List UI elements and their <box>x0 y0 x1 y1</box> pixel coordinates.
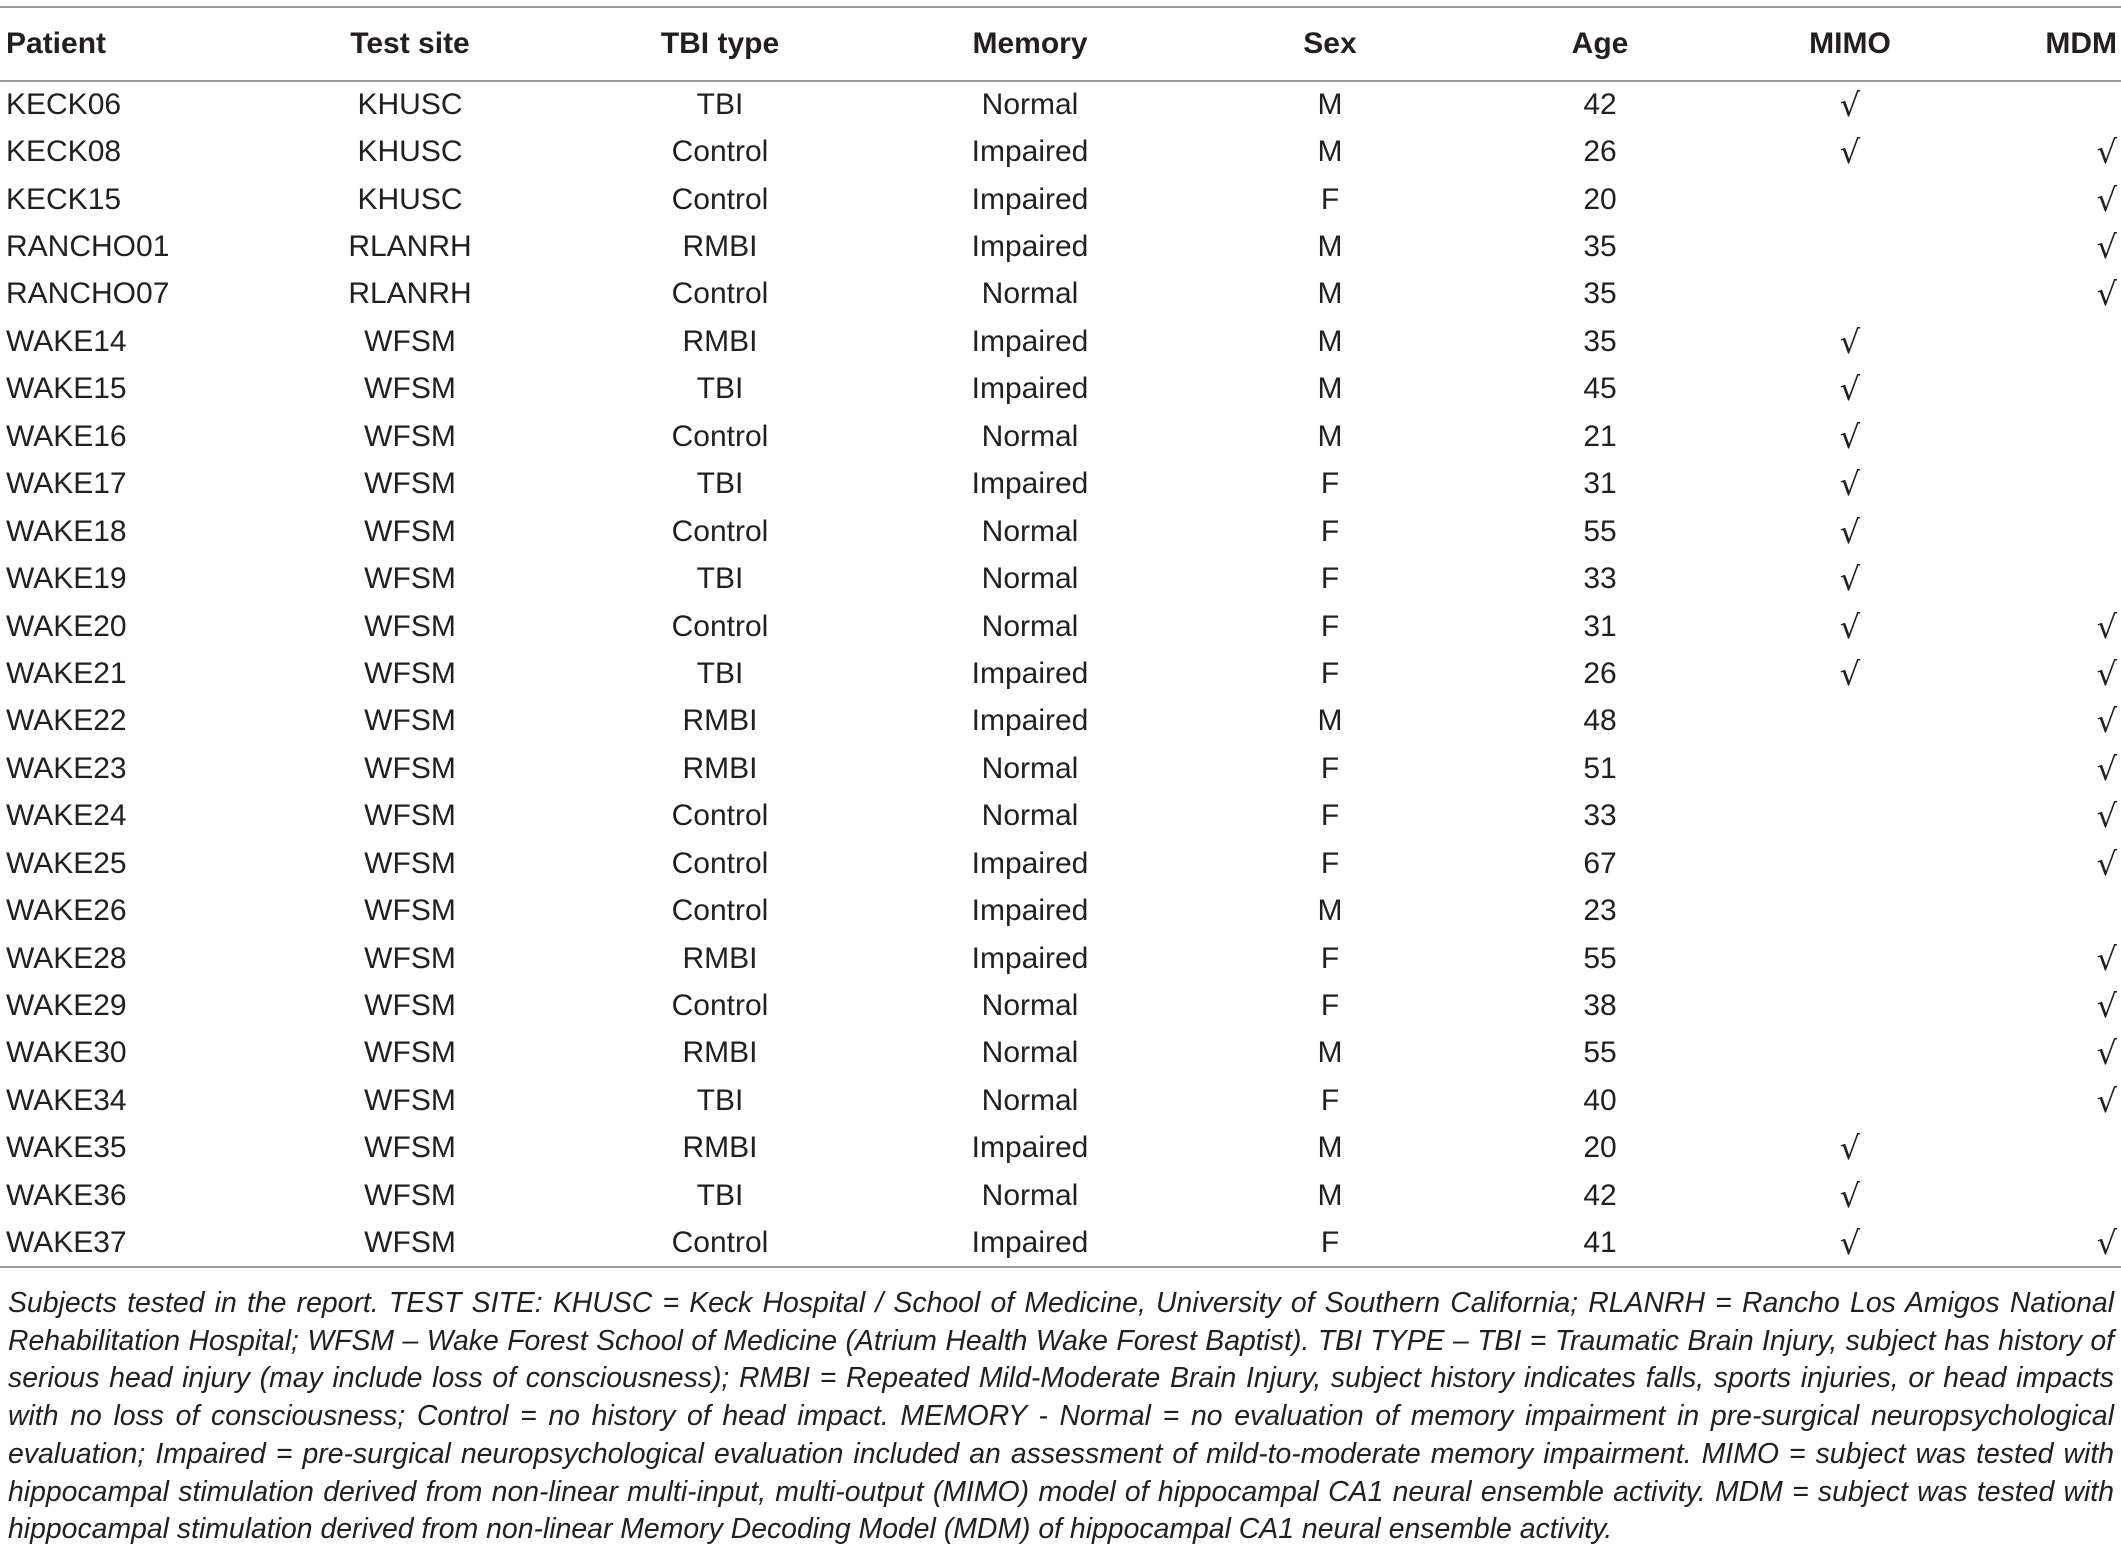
cell-tbi-type: TBI <box>696 88 744 122</box>
table-row <box>0 1030 2121 1077</box>
cell-sex: M <box>1317 88 1343 122</box>
cell-mdm-check <box>1980 555 2121 602</box>
cell-mdm-check <box>1980 1172 2121 1219</box>
cell-mdm-check <box>1980 508 2121 555</box>
cell-mdm-check: √ <box>2096 275 2117 314</box>
cell-tbi-type: Control <box>671 894 769 928</box>
cell-memory: Normal <box>981 989 1079 1023</box>
cell-sex: M <box>1317 372 1343 406</box>
cell-memory: Impaired <box>971 1131 1089 1165</box>
cell-patient: WAKE35 <box>6 1131 127 1165</box>
cell-mdm-check: √ <box>2096 797 2117 836</box>
cell-patient: WAKE30 <box>6 1036 127 1070</box>
cell-sex: F <box>1320 751 1340 785</box>
table-row <box>0 128 2121 175</box>
table-row <box>0 366 2121 413</box>
cell-mdm-check <box>1980 366 2121 413</box>
cell-patient: WAKE29 <box>6 989 127 1023</box>
cell-mdm-check: √ <box>2096 1081 2117 1120</box>
cell-test-site: WFSM <box>364 846 456 880</box>
cell-sex: F <box>1320 799 1340 833</box>
cell-age: 20 <box>1583 1131 1617 1165</box>
cell-tbi-type: Control <box>671 609 769 643</box>
cell-test-site: WFSM <box>364 894 456 928</box>
cell-patient: KECK15 <box>6 182 122 216</box>
cell-patient: WAKE28 <box>6 941 127 975</box>
cell-mimo-check <box>1720 176 1980 223</box>
cell-patient: WAKE19 <box>6 562 127 596</box>
cell-tbi-type: Control <box>671 419 769 453</box>
cell-sex: F <box>1320 989 1340 1023</box>
cell-memory: Normal <box>981 1083 1079 1117</box>
cell-age: 20 <box>1583 182 1617 216</box>
cell-tbi-type: RMBI <box>682 230 758 264</box>
cell-mimo-check: √ <box>1839 654 1861 693</box>
header-test-site: Test site <box>260 7 560 81</box>
cell-sex: M <box>1317 230 1343 264</box>
cell-mdm-check <box>1980 413 2121 460</box>
cell-mimo-check: √ <box>1839 133 1861 172</box>
subjects-table-container <box>0 6 2121 1268</box>
table-caption: Subjects tested in the report. TEST SITE: KHUSC = Keck Hospital / School of Medicine, University of Southern California; RLANRH = Rancho Los Amigos National Rehabilitation Hospital; WFSM – Wake Forest School of Medicine (Atrium Health Wake Forest Baptist). TBI TYPE – TBI = Traumatic Brain Injury, subject has history of serious head injury (may include loss of consciousness); RMBI = Repeated Mild-Moderate Brain Injury, subject history indicates falls, sports injuries, or head impacts with no loss of consciousness; Control = no history of head impact. MEMORY - Normal = no evaluation of memory impairment in pre-surgical neuropsychological evaluation; Impaired = pre-surgical neuropsychological evaluation included an assessment of mild-to-moderate memory impairment. MIMO = subject was tested with hippocampal stimulation derived from non-linear multi-input, multi-output (MIMO) model of hippocampal CA1 neural ensemble activity. MDM = subject was tested with hippocampal stimulation derived from non-linear Memory Decoding Model (MDM) of hippocampal CA1 neural ensemble activity. <box>8 1287 2114 1546</box>
cell-patient: WAKE37 <box>0 1220 260 1267</box>
cell-memory: Normal <box>981 799 1079 833</box>
table-row <box>0 1172 2121 1219</box>
cell-sex: F <box>1320 656 1340 690</box>
cell-memory: Normal <box>981 514 1079 548</box>
cell-tbi-type: TBI <box>696 562 744 596</box>
cell-test-site: WFSM <box>364 1131 456 1165</box>
cell-sex: M <box>1317 324 1343 358</box>
cell-sex: M <box>1317 1178 1343 1212</box>
cell-age: 67 <box>1583 846 1617 880</box>
cell-patient: WAKE20 <box>6 609 127 643</box>
cell-test-site: WFSM <box>364 467 456 501</box>
cell-mdm-check: √ <box>1980 1220 2121 1267</box>
cell-mimo-check: √ <box>1839 370 1861 409</box>
cell-memory: Impaired <box>971 372 1089 406</box>
cell-age: 31 <box>1583 467 1617 501</box>
cell-patient: WAKE25 <box>6 846 127 880</box>
cell-tbi-type: Control <box>671 277 769 311</box>
cell-memory: Normal <box>981 277 1079 311</box>
cell-patient: WAKE26 <box>6 894 127 928</box>
table-body <box>0 81 2121 1267</box>
cell-age: 31 <box>1583 609 1617 643</box>
cell-patient: WAKE15 <box>6 372 127 406</box>
cell-sex: M <box>1317 419 1343 453</box>
cell-age: 35 <box>1583 277 1617 311</box>
table-header-row <box>0 7 2121 81</box>
cell-tbi-type: RMBI <box>682 751 758 785</box>
cell-memory: Impaired <box>971 230 1089 264</box>
header-sex: Sex <box>1180 7 1480 81</box>
cell-test-site: WFSM <box>364 419 456 453</box>
cell-mimo-check: √ <box>1839 560 1861 599</box>
cell-mdm-check <box>1980 1125 2121 1172</box>
header-tbi-type: TBI type <box>560 7 880 81</box>
cell-tbi-type: TBI <box>696 656 744 690</box>
cell-test-site: WFSM <box>364 324 456 358</box>
cell-mimo-check <box>1720 745 1980 792</box>
cell-memory: Impaired <box>971 182 1089 216</box>
cell-sex: F <box>1320 846 1340 880</box>
cell-mdm-check: √ <box>2096 987 2117 1026</box>
cell-mimo-check <box>1720 271 1980 318</box>
cell-sex: M <box>1317 277 1343 311</box>
subjects-table <box>0 6 2121 1268</box>
cell-sex: F <box>1320 182 1340 216</box>
cell-memory: Normal <box>981 1178 1079 1212</box>
table-row <box>0 982 2121 1029</box>
cell-test-site: WFSM <box>364 1083 456 1117</box>
cell-sex: M <box>1317 704 1343 738</box>
cell-patient: WAKE36 <box>6 1178 127 1212</box>
cell-test-site: WFSM <box>364 941 456 975</box>
cell-patient: WAKE24 <box>6 799 127 833</box>
cell-mimo-check <box>1720 698 1980 745</box>
cell-test-site: WFSM <box>364 656 456 690</box>
cell-test-site: WFSM <box>364 372 456 406</box>
cell-mdm-check: √ <box>2096 844 2117 883</box>
table-row <box>0 793 2121 840</box>
cell-age: 26 <box>1583 656 1617 690</box>
table-row <box>0 461 2121 508</box>
cell-mdm-check: √ <box>2096 228 2117 267</box>
cell-tbi-type: Control <box>671 846 769 880</box>
table-row <box>0 1077 2121 1124</box>
table-row <box>0 508 2121 555</box>
cell-age: 42 <box>1583 1178 1617 1212</box>
cell-sex: F <box>1320 514 1340 548</box>
cell-age: 35 <box>1583 324 1617 358</box>
cell-test-site: WFSM <box>364 799 456 833</box>
cell-tbi-type: Control <box>671 799 769 833</box>
table-row <box>0 176 2121 223</box>
cell-sex: M <box>1317 894 1343 928</box>
cell-patient: WAKE22 <box>6 704 127 738</box>
cell-memory: Impaired <box>971 656 1089 690</box>
cell-memory: Normal <box>981 419 1079 453</box>
cell-tbi-type: Control <box>560 1220 880 1267</box>
cell-mimo-check <box>1720 887 1980 934</box>
cell-test-site: WFSM <box>364 1036 456 1070</box>
cell-tbi-type: TBI <box>696 467 744 501</box>
cell-mimo-check <box>1720 1077 1980 1124</box>
cell-patient: RANCHO01 <box>6 230 170 264</box>
cell-mdm-check <box>1980 318 2121 365</box>
cell-memory: Normal <box>981 1036 1079 1070</box>
cell-mimo-check: √ <box>1839 512 1861 551</box>
table-row <box>0 603 2121 650</box>
cell-tbi-type: RMBI <box>682 1036 758 1070</box>
cell-mimo-check <box>1720 1030 1980 1077</box>
cell-memory: Normal <box>981 88 1079 122</box>
cell-mdm-check: √ <box>2096 133 2117 172</box>
cell-sex: F <box>1320 467 1340 501</box>
table-row <box>0 650 2121 697</box>
cell-test-site: WFSM <box>364 751 456 785</box>
cell-sex: F <box>1320 562 1340 596</box>
cell-age: 38 <box>1583 989 1617 1023</box>
cell-test-site: WFSM <box>364 704 456 738</box>
cell-memory: Impaired <box>971 894 1089 928</box>
cell-mdm-check: √ <box>2096 1034 2117 1073</box>
table-row <box>0 698 2121 745</box>
table-row <box>0 1220 2121 1267</box>
cell-patient: KECK06 <box>6 88 122 122</box>
cell-test-site: WFSM <box>364 514 456 548</box>
cell-patient: WAKE17 <box>6 467 127 501</box>
cell-age: 35 <box>1583 230 1617 264</box>
cell-sex: F <box>1320 609 1340 643</box>
cell-mimo-check <box>1720 982 1980 1029</box>
cell-mimo-check: √ <box>1839 1176 1861 1215</box>
cell-patient: WAKE23 <box>6 751 127 785</box>
table-row <box>0 318 2121 365</box>
cell-mimo-check: √ <box>1839 322 1861 361</box>
cell-mdm-check: √ <box>2096 654 2117 693</box>
cell-age: 41 <box>1480 1220 1720 1267</box>
table-row <box>0 223 2121 270</box>
cell-patient: WAKE34 <box>6 1083 127 1117</box>
cell-tbi-type: Control <box>671 989 769 1023</box>
cell-age: 21 <box>1583 419 1617 453</box>
cell-sex: M <box>1317 1131 1343 1165</box>
cell-test-site: KHUSC <box>357 182 463 216</box>
cell-memory: Impaired <box>971 941 1089 975</box>
cell-tbi-type: Control <box>671 135 769 169</box>
cell-age: 48 <box>1583 704 1617 738</box>
cell-mdm-check <box>1980 81 2121 128</box>
cell-tbi-type: RMBI <box>682 1131 758 1165</box>
cell-mimo-check: √ <box>1839 607 1861 646</box>
cell-patient: WAKE16 <box>6 419 127 453</box>
cell-mimo-check <box>1720 793 1980 840</box>
cell-age: 51 <box>1583 751 1617 785</box>
table-row <box>0 555 2121 602</box>
cell-memory: Impaired <box>880 1220 1180 1267</box>
header-mdm: MDM <box>1980 7 2121 81</box>
cell-mimo-check: √ <box>1839 465 1861 504</box>
table-row <box>0 1125 2121 1172</box>
table-row <box>0 887 2121 934</box>
cell-patient: WAKE18 <box>6 514 127 548</box>
cell-test-site: WFSM <box>364 989 456 1023</box>
cell-mimo-check <box>1720 223 1980 270</box>
cell-tbi-type: RMBI <box>682 324 758 358</box>
cell-mdm-check <box>1980 887 2121 934</box>
cell-tbi-type: Control <box>671 514 769 548</box>
cell-age: 40 <box>1583 1083 1617 1117</box>
cell-memory: Impaired <box>971 324 1089 358</box>
table-row <box>0 271 2121 318</box>
cell-age: 42 <box>1583 88 1617 122</box>
cell-test-site: RLANRH <box>348 230 472 264</box>
table-row <box>0 935 2121 982</box>
cell-tbi-type: RMBI <box>682 941 758 975</box>
cell-test-site: WFSM <box>260 1220 560 1267</box>
cell-mdm-check: √ <box>2096 702 2117 741</box>
cell-mimo-check: √ <box>1839 1129 1861 1168</box>
cell-test-site: WFSM <box>364 609 456 643</box>
cell-patient: WAKE14 <box>6 324 127 358</box>
cell-memory: Impaired <box>971 135 1089 169</box>
cell-age: 55 <box>1583 1036 1617 1070</box>
cell-mdm-check <box>1980 461 2121 508</box>
cell-test-site: RLANRH <box>348 277 472 311</box>
cell-mimo-check <box>1720 840 1980 887</box>
header-mimo: MIMO <box>1720 7 1980 81</box>
cell-mimo-check <box>1720 935 1980 982</box>
cell-patient: WAKE21 <box>6 656 127 690</box>
cell-mdm-check: √ <box>2096 180 2117 219</box>
table-row <box>0 413 2121 460</box>
cell-memory: Normal <box>981 562 1079 596</box>
cell-mdm-check: √ <box>2096 939 2117 978</box>
cell-age: 26 <box>1583 135 1617 169</box>
header-patient: Patient <box>0 7 260 81</box>
cell-test-site: KHUSC <box>357 88 463 122</box>
cell-memory: Impaired <box>971 467 1089 501</box>
cell-tbi-type: RMBI <box>682 704 758 738</box>
header-age: Age <box>1480 7 1720 81</box>
cell-age: 55 <box>1583 514 1617 548</box>
cell-tbi-type: TBI <box>696 372 744 406</box>
cell-mdm-check: √ <box>2096 607 2117 646</box>
cell-sex: M <box>1317 1036 1343 1070</box>
cell-age: 33 <box>1583 562 1617 596</box>
cell-memory: Normal <box>981 751 1079 785</box>
cell-tbi-type: Control <box>671 182 769 216</box>
cell-mimo-check: √ <box>1839 86 1861 125</box>
cell-memory: Impaired <box>971 846 1089 880</box>
cell-test-site: WFSM <box>364 562 456 596</box>
cell-age: 33 <box>1583 799 1617 833</box>
table-row <box>0 81 2121 128</box>
cell-patient: RANCHO07 <box>6 277 170 311</box>
cell-tbi-type: TBI <box>696 1083 744 1117</box>
cell-test-site: WFSM <box>364 1178 456 1212</box>
cell-memory: Impaired <box>971 704 1089 738</box>
cell-sex: F <box>1320 1083 1340 1117</box>
cell-mimo-check: √ <box>1720 1220 1980 1267</box>
cell-mimo-check: √ <box>1839 417 1861 456</box>
cell-age: 45 <box>1583 372 1617 406</box>
cell-sex: F <box>1320 941 1340 975</box>
table-row <box>0 840 2121 887</box>
cell-mdm-check: √ <box>2096 749 2117 788</box>
cell-age: 55 <box>1583 941 1617 975</box>
cell-patient: KECK08 <box>6 135 122 169</box>
cell-sex: M <box>1317 135 1343 169</box>
table-row <box>0 745 2121 792</box>
header-memory: Memory <box>880 7 1180 81</box>
cell-age: 23 <box>1583 894 1617 928</box>
cell-tbi-type: TBI <box>696 1178 744 1212</box>
cell-sex: F <box>1180 1220 1480 1267</box>
cell-memory: Normal <box>981 609 1079 643</box>
cell-test-site: KHUSC <box>357 135 463 169</box>
